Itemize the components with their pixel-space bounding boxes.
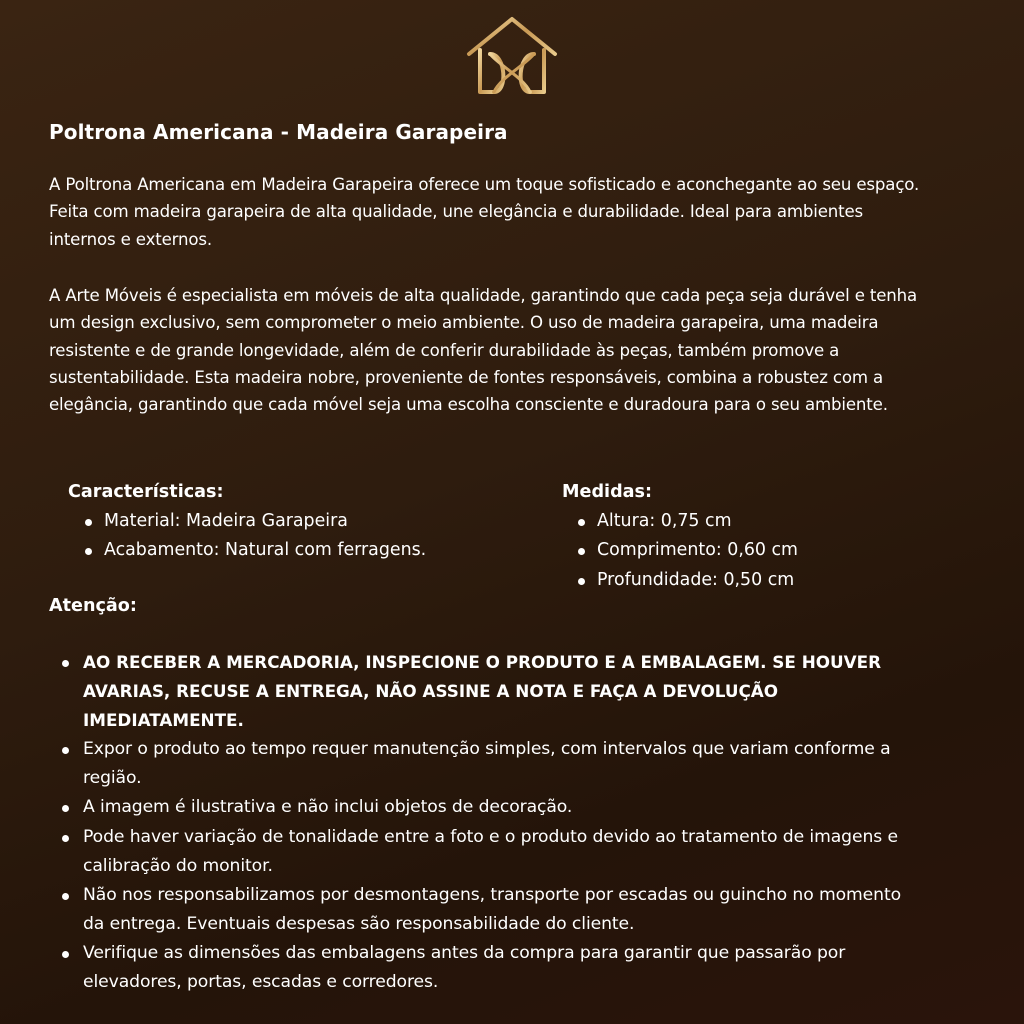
medidas-heading: Medidas: bbox=[562, 482, 653, 502]
list-item: Expor o produto ao tempo requer manutenção simples, com intervalos que variam conforme a região. bbox=[62, 735, 922, 793]
list-item: Não nos responsabilizamos por desmontagens, transporte por escadas ou guincho no momento da entrega. Eventuais despesas são responsabilidade do cliente. bbox=[62, 881, 922, 939]
company-paragraph: A Arte Móveis é especialista em móveis de alta qualidade, garantindo que cada peça seja durável e tenha um design exclusivo, sem comprometer o meio ambiente. O uso de madeira garapeira, uma madeira resistente e de grande longevidade, além de conferir durabilidade às peças, também promove a sustentabilidade. Esta madeira nobre, proveniente de fontes responsáveis, combina a robustez com a elegância, garantindo que cada móvel seja uma escolha consciente e duradoura para o seu ambiente. bbox=[49, 286, 918, 415]
list-item: A imagem é ilustrativa e não inclui objetos de decoração. bbox=[62, 793, 922, 822]
atencao-heading: Atenção: bbox=[49, 596, 137, 616]
product-title: Poltrona Americana - Madeira Garapeira bbox=[49, 120, 508, 144]
list-item: AO RECEBER A MERCADORIA, INSPECIONE O PRODUTO E A EMBALAGEM. SE HOUVER AVARIAS, RECUSE A ENTREGA, NÃO ASSINE A NOTA E FAÇA A DEVOLUÇÃO IMEDIATAMENTE. bbox=[62, 648, 922, 735]
list-item: Acabamento: Natural com ferragens. bbox=[82, 536, 426, 565]
medidas-list bbox=[575, 507, 798, 595]
list-item: Comprimento: 0,60 cm bbox=[575, 536, 798, 565]
atencao-list bbox=[62, 648, 922, 997]
house-logo-icon bbox=[464, 14, 560, 98]
caracteristicas-list bbox=[82, 507, 426, 566]
list-item: Profundidade: 0,50 cm bbox=[575, 566, 798, 595]
list-item: Material: Madeira Garapeira bbox=[82, 507, 426, 536]
caracteristicas-heading: Características: bbox=[68, 482, 224, 502]
list-item: Altura: 0,75 cm bbox=[575, 507, 798, 536]
list-item: Pode haver variação de tonalidade entre a foto e o produto devido ao tratamento de imagens e calibração do monitor. bbox=[62, 823, 922, 881]
list-item: Verifique as dimensões das embalagens antes da compra para garantir que passarão por elevadores, portas, escadas e corredores. bbox=[62, 939, 922, 997]
description-paragraph: A Poltrona Americana em Madeira Garapeira oferece um toque sofisticado e aconchegante ao seu espaço. Feita com madeira garapeira de alta qualidade, une elegância e durabilidade. Ideal para ambientes internos e externos. bbox=[49, 175, 920, 249]
